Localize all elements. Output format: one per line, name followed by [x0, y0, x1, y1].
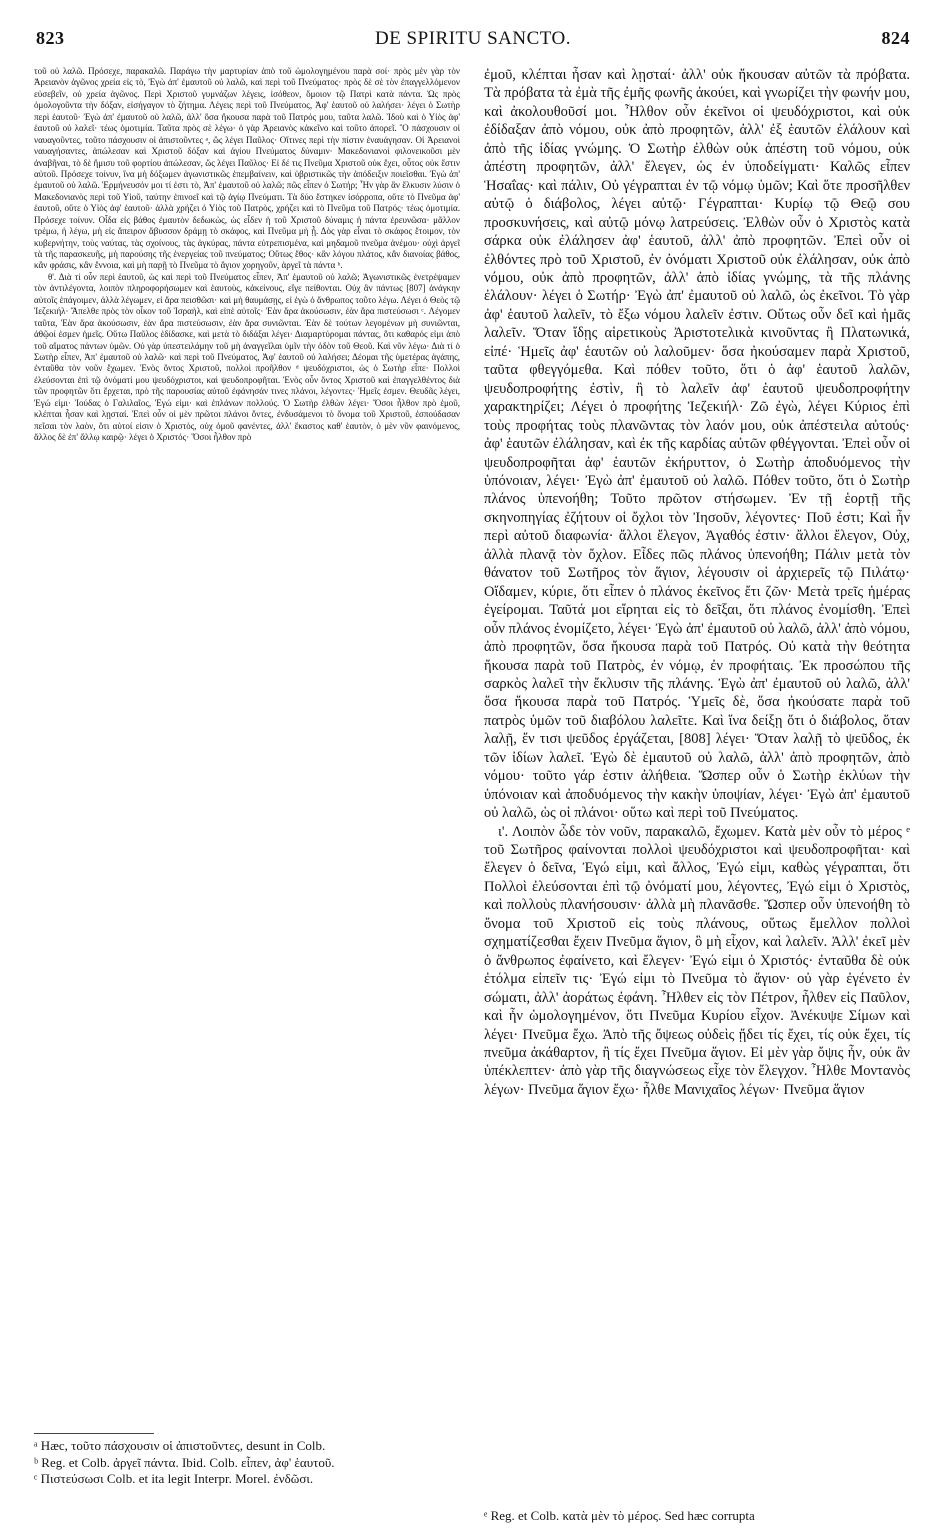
paragraph: ἐμοῦ, κλέπται ἦσαν καὶ λῃσταί· ἀλλ' οὐκ ἤκουσαν αὐτῶν τὰ πρόβατα. Τὰ πρόβατα τὰ ἐμὰ τῆς ἐμῆς φωνῆς ἀκούει, καὶ γνωρίζει τὴν φωνήν μου, καὶ ἀκολουθοῦσί μοι. Ἦλθον οὖν ἐκεῖνοι οἱ ψευδόχριστοι, καὶ οὐκ ἐδίδαξαν ἀπὸ νόμου, οὐκ ἀπὸ προφητῶν, ἀλλ' ἐξ ἑαυτῶν ἐλάλουν καὶ ἀπὸ τῆς ἰδίας γνώμης. Ὁ Σωτὴρ ἐλθὼν οὐκ ἀπέστη τοῦ νόμου, οὐκ ἀπέστη προφητῶν, ἀλλ' ἔλεγεν, ὡς ἐν ὑποδείγματι· Καλῶς εἶπεν Ἡσαΐας· καὶ πάλιν, Οὐ γέγραπται ἐν τῷ νόμῳ ὑμῶν; Καὶ ὅτε προσῆλθεν αὐτῷ ὁ διάβολος, λέγει αὐτῷ· Γέγραπται· Κυρίῳ τῷ Θεῷ σου προσκυνήσεις, καὶ αὐτῷ μόνῳ λατρεύσεις. Ἐλθὼν οὖν ὁ Χριστὸς κατὰ σάρκα οὐκ ἐλάλησεν ἀφ' ἑαυτοῦ, ἀλλ' ἀπὸ προφητῶν. Ἐπεὶ οὖν οἱ ἐλθόντες πρὸ τοῦ Χριστοῦ, ἐν ὀνόματι Χριστοῦ οὐκ ἐλάλησαν, οὐκ ἀπὸ νόμου, οὐκ ἀπὸ προφητῶν, ἀλλ' ἀπὸ ἰδίας γνώμης, τὰ τῆς πλάνης ἐλάλουν· λέγει ὁ Σωτήρ· Ἐγὼ ἀπ' ἐμαυτοῦ οὐ λαλῶ, ὡς ἐκεῖνοι. Τὸ γὰρ ἀφ' ἑαυτοῦ λαλεῖν, τὸ ἔξω νόμου λαλεῖν ἐστιν. Οὕτως οὖν δεῖ καὶ ἡμᾶς λαλεῖν. Ὅταν ἴδῃς αἱρετικοὺς Ἀριστοτελικὰ κινοῦντας ἢ Πλατωνικά, εἰπέ· Ἡμεῖς ἀφ' ἑαυτῶν οὐ λαλοῦμεν· ὅσα ἠκούσαμεν παρὰ Χριστοῦ, ταῦτα φθεγγόμεθα. Καὶ πόθεν τοῦτο, ὅτι ὁ ἀφ' ἑαυτοῦ λαλῶν, ψευδοπροφήτης ἐστὶν, ἢ τὸ λαλεῖν ἀφ' ἑαυτοῦ ψευδοπροφήτην χαρακτηρίζει; Λέγει ὁ προφήτης Ἰεζεκιήλ· Ζῶ ἐγὼ, λέγει Κύριος ἐπὶ τοὺς προφήτας τοὺς πλανῶντας τὸν λαόν μου, οὐκ ἀπέστειλα αὐτούς· ἀφ' ἑαυτῶν ἐλάλησαν, καὶ ἐκ τῆς καρδίας αὐτῶν φθέγγονται. Ἐπεὶ οὖν οἱ ψευδοπροφῆται ἀφ' ἑαυτῶν ἐκήρυττον, ὁ Σωτὴρ ἀποδυόμενος τὴν ὑπόνοιαν, λέγει· Ἐγὼ ἀπ' ἐμαυτοῦ οὐ λαλῶ. Πόθεν τοῦτο, ὅτι ὁ Σωτὴρ πλάνος ὑπενοήθη; Τοῦτο πρῶτον στήσωμεν. Ἐν τῇ ἑορτῇ τῆς σκηνοπηγίας ἐζήτουν οἱ ὄχλοι τὸν Ἰησοῦν, λέγοντες· Ποῦ ἐστι; Καὶ ἦν περὶ αὐτοῦ διαφωνία· ἄλλοι ἔλεγον, Ἀγαθός ἐστιν· ἄλλοι ἔλεγον, Οὐχ, ἀλλὰ πλανᾷ τὸν ὄχλον. Εἶδες πῶς πλάνος ὑπενοήθη; Πάλιν μετὰ τὸν θάνατον τοῦ Σωτῆρος τὸν ἅγιον, λέγουσιν οἱ ἀρχιερεῖς τῷ Πιλάτῳ· Οἴδαμεν, κύριε, ὅτι εἶπεν ὁ πλάνος ἐκεῖνος ἔτι ζῶν· Μετὰ τρεῖς ἡμέρας ἐγείρομαι. Ταῦτά μοι εἴρηται εἰς τὸ δεῖξαι, ὅτι πλάνος ἐνομίσθη. Ἐπεὶ οὖν πλάνος ἐνομίζετο, λέγει· Ἐγὼ ἀπ' ἐμαυτοῦ οὐ λαλῶ, ἀλλ' ἀπὸ νόμου, ἀπὸ προφητῶν, ὅσα ἤκουσα παρὰ τοῦ Πατρός. Οὐ κατὰ τὴν θεότητα ἤκουσα παρὰ τοῦ Πατρὸς, ἐν νόμῳ, ἐν προφήταις. Ἐκ προσώπου τῆς σαρκὸς λαλεῖ τὴν ἔκλυσιν τῆς πλάνης. Ἐγὼ ἀπ' ἐμαυτοῦ οὐ λαλῶ, ἀλλ' ὅσα ἤκουσα παρὰ τοῦ Πατρός. Ὑμεῖς δὲ, ὅσα ἠκούσατε παρὰ τοῦ πατρὸς ὑμῶν τοῦ διαβόλου λαλεῖτε. Καὶ ἵνα δείξῃ ὅτι ὁ διάβολος, ὅταν λαλῇ, ἔν τισι ψεῦδος ἐργάζεται, [808] λέγει· Ὅταν λαλῇ τὸ ψεῦδος, ἐκ τῶν ἰδίων λαλεῖ. Ἐγὼ δὲ ἐμαυτοῦ οὐ λαλῶ, ἀλλ' ἀπὸ προφητῶν, ἀπὸ νόμου· τοῦτο γάρ ἐστιν ἀλήθεια. Ὥσπερ οὖν ὁ Σωτὴρ ἐκλύων τὴν ὑπόνοιαν καὶ ἀποδυόμενος τὴν κακὴν ὑποψίαν, λέγει· Ἐγὼ ἀπ' ἐμαυτοῦ οὐ λαλῶ, ὡς οἱ πλάνοι· οὕτω καὶ περὶ τοῦ Πνεύματος.: [484, 67, 910, 822]
footnotes-right: [484, 1508, 910, 1525]
paragraph: τοῦ οὐ λαλῶ. Πρόσεχε, παρακαλῶ. Παράγω τὴν μαρτυρίαν ἀπὸ τοῦ ὡμολογημένου παρὰ σοί· πρὸς μὲν γὰρ τὸν Ἀρειανὸν ἀγῶνος χρεία εἰς τὸ, Ἐγὼ ἀπ' ἐμαυτοῦ οὐ λαλῶ, καὶ περὶ τοῦ Πνεύματος· πρὸς δὲ σὲ τὸν ἐπαγγελλόμενον εὐσεβεῖν, οὐ χρεία ἀγῶνος. Περὶ Χριστοῦ γυμνάζων λέγεις, ἰσόθεον, ὅμοιον τῷ Πατρὶ κατὰ πάντα. Ὡς πρὸς ὁμολογοῦντα τὴν δόξαν, εἰσήγαγον τὸ ζήτημα. Λέγεις περὶ τοῦ Πνεύματος, Ἀφ' ἑαυτοῦ οὐ λαλήσει· λέγει ὁ Σωτὴρ περὶ ἑαυτοῦ· Ἐγὼ ἀπ' ἐμαυτοῦ οὐ λαλῶ, ἀλλ' ὅσα ἤκουσα παρὰ τοῦ Πατρός μου, ταῦτα λαλῶ. Ἰδοὺ καὶ ὁ Υἱὸς ἀφ' ἑαυτοῦ οὐ λαλεῖ· τέως ὁμοτιμία. Ταῦτα πρὸς σὲ λέγω· ὁ γὰρ Ἀρειανὸς κἀκεῖνο καὶ τοῦτο ἀπορεῖ. Ὃ πάσχουσιν οἱ ναυαγοῦντες, τοῦτο πάσχουσιν οἱ ἀπιστοῦντες ᵃ, ὥς λέγει Παῦλος· Οἵτινες περὶ τὴν πίστιν ἐναυάγησαν. Οἱ Ἀρειανοὶ ναυαγήσαντες, ἀπώλεσαν καὶ Χριστοῦ δόξαν καὶ ἁγίου Πνεύματος δύναμιν· Μακεδονιανοὶ φιλονεικοῦσι μὲν ἀναβῆναι, τὸ δὲ ἥμισυ τοῦ φορτίου ἀπώλεσαν, ὥς λέγει Παῦλος· Εἰ δέ τις Πνεῦμα Χριστοῦ οὐκ ἔχει, οὗτος οὐκ ἔστιν αὐτοῦ. Πρόσεχε τοίνυν, ἵνα μὴ δόξωμεν ἀγωνιστικῶς ἐπεμβαίνειν, καὶ ὑβριστικῶς τὴν ἀπόδειξιν ποιεῖσθαι. Ἐγὼ ἀπ' ἐμαυτοῦ οὐ λαλῶ. Ἑρμήνευσόν μοι τί ἐστι τὸ, Ἀπ' ἐμαυτοῦ οὐ λαλῶ; πῶς εἶπεν ὁ Σωτήρ; Ἦν γὰρ ἂν ἔλκυσιν λύσιν ὁ Μακεδονιανὸς περὶ τοῦ Υἱοῦ, ταύτην ἐπινοεῖ καὶ τῷ ἁγίῳ Πνεύματι. Τὰ δύο ἕστηκεν ἰσόρροπα, οὔτε τὸ Πνεῦμα ἀφ' ἑαυτοῦ, οὔτε ὁ Υἱὸς ἀφ' ἑαυτοῦ· ἀλλὰ χρήζει ὁ Υἱὸς τοῦ Πατρὸς, χρήζει καὶ τὸ Πνεῦμα τοῦ Πατρός· τέως ὁμοτιμία. Πρόσεχε τοίνυν. Οἶδα εἰς βάθος ἐμαυτὸν δεδωκὼς, ὡς εἶδεν ἡ τοῦ Χριστοῦ δύναμις ἡ πάντα ἐρευνῶσα· μᾶλλον τρέμω, ἡ λέγω, μὴ εἰς ἄπειρον ἄβυσσον δράμῃ τὸ σκάφος, καὶ Πνεῦμα μὴ ᾖ. Δὸς γὰρ εἶναι τὸ σκάφος ἕτοιμον, τὸν κυβερνήτην, τοὺς ναύτας, τὰς σχοίνους, τὰς ἀγκύρας, πάντα εὐτρεπισμένα, καὶ μηδαμοῦ πνεῦμα ἀνέμου· οὐχὶ ἀργεῖ τὰ τῆς παρασκευῆς, μὴ παρούσης τῆς ἐνεργείας τοῦ πνεύματος; Οὕτως ἔθος· κἂν λόγου πλάτος, κἂν διανοίας βάθος, κἂν φράσις, κἂν ἔννοια, καὶ μὴ παρῇ τὸ Πνεῦμα τὸ ἅγιον χορηγοῦν, ἀργεῖ τὰ πάντα ᵇ.: [34, 66, 460, 271]
footnote: ᵇ Reg. et Colb. ἀργεῖ πάντα. Ibid. Colb. εἶπεν, ἀφ' ἑαυτοῦ.: [34, 1454, 335, 1470]
running-title: DE SPIRITU SANCTO.: [374, 28, 572, 49]
footnote: ᶜ Πιστεύσωσι Colb. et ita legit Interpr. Morel. ἐνδῶσι.: [34, 1471, 314, 1486]
footnote-rule: [34, 1433, 154, 1434]
right-column: [484, 66, 910, 1466]
paragraph: θ'. Διὰ τί οὖν περὶ ἑαυτοῦ, ὡς καὶ περὶ τοῦ Πνεύματος εἶπεν, Ἀπ' ἐμαυτοῦ οὐ λαλῶ; Ἀγωνιστικῶς ἐνετρέψαμεν τὸν ἀντιλέγοντα, λοιπὸν πληροφορήσωμεν καὶ ἑαυτοὺς, κἀκείνους, εἴγε πείθονται. Οὐχ ἂν πάντως [807] ἀνάγκην αὐτοῖς ἐπάγοιμεν, ἀλλὰ λέγωμεν, εἰ ἄρα πεισθῶσι· καὶ μὴ θαυμάσῃς, εἰ ἐγὼ ὁ ἄνθρωπος τοῦτο λέγω. Λέγει ὁ Θεὸς τῷ Ἰεζεκιήλ· Ἄπελθε πρὸς τὸν οἶκον τοῦ Ἰσραὴλ, καὶ εἰπὲ αὐτοῖς· Ἐὰν ἄρα ἀκούσωσιν, ἐὰν ἄρα πιστεύσωσι ᶜ. Λέγομεν ταῦτα, Ἐὰν ἄρα ἀκούσωσιν, ἐὰν ἄρα πιστεύσωσιν, ἐὰν ἄρα συνιῶνται. Ἐὰν δὲ τούτων λεγομένων μὴ συνιῶνται, ἀθῷοί ἐσμεν ἡμεῖς. Οὕτω Παῦλος ἐδίδασκε, καὶ μετὰ τὸ διδάξαι λέγει· Διαμαρτύρομαι πάντας, ὅτι καθαρός εἰμι ἀπὸ τοῦ αἵματος πάντων ὑμῶν. Οὐ γὰρ ὑπεστειλάμην τοῦ μὴ ἀναγγεῖλαι ὑμῖν τὴν ὁδὸν τοῦ Θεοῦ. Καὶ νῦν λέγω· Διὰ τί ὁ Σωτὴρ εἶπεν, Ἀπ' ἐμαυτοῦ οὐ λαλῶ· καὶ περὶ τοῦ Πνεύματος, Ἀφ' ἑαυτοῦ οὐ λαλήσει; Δέομαι τῆς ὑμετέρας ἀγάπης, ἐνταῦθα τὸν νοῦν ἔχωμεν. Ἑνὸς ὄντος Χριστοῦ, πολλοὶ προῆλθον ᵈ ψευδόχριστοι, ὡς ὁ Σωτὴρ εἶπε· Πολλοὶ ἐλεύσονται ἐπὶ τῷ ὀνόματί μου ψευδόχριστοι, καὶ ψευδοπροφῆται. Ἑνὸς οὖν ὄντος Χριστοῦ καὶ ἐπαγγελθέντος διὰ τῶν προφητῶν ὅτι ἔρχεται, πρὸ τῆς παρουσίας αὐτοῦ ἐφάνησάν τινες πλάνοι, λέγοντες· Ἡμεῖς ἐσμεν. Θευδᾶς λέγει, Ἐγώ εἰμι· Ἰούδας ὁ Γαλιλαῖος, Ἐγώ εἰμι· καὶ ἐπλάνων πολλούς. Ὁ Σωτὴρ ἐλθὼν λέγει· Ὅσοι ἦλθον πρὸ ἐμοῦ, κλέπται ἦσαν καὶ λῃσταί. Ἐπεὶ οὖν οἱ μὲν πρῶτοι πλάνοι ὄντες, ἐνδυσάμενοι τὸ ὄνομα τοῦ Χριστοῦ, ἐσπούδασαν πεῖσαι τὸν λαὸν, ὅτι αὐτοί εἰσιν ὁ Χριστὸς, οὐχ ὁμοῦ φανέντες, ἀλλ' ἕκαστος καθ' ἑαυτὸν, ὁ μὲν νῦν φαινόμενος, ἄλλος δὲ ἐπ' ἄλλῳ καιρῷ· λέγει ὁ Χριστός· Ὅσοι ἦλθον πρὸ: [34, 271, 460, 442]
footnotes-left: [34, 1438, 460, 1488]
footnote: ᵃ Hæc, τοῦτο πάσχουσιν οἱ ἀπιστοῦντες, desunt in Colb.: [34, 1438, 326, 1453]
page-number-left: 823: [36, 28, 65, 48]
running-header: [36, 28, 910, 56]
paragraph: ι'. Λοιπὸν ὧδε τὸν νοῦν, παρακαλῶ, ἔχωμεν. Κατὰ μὲν οὖν τὸ μέρος ᵉ τοῦ Σωτῆρος φαίνονται πολλοὶ ψευδόχριστοι καὶ ψευδοπροφῆται· καὶ ἔλεγεν ὁ δεῖνα, Ἐγώ εἰμι, καὶ ἄλλος, Ἐγώ εἰμι, καθὼς γέγραπται, ὅτι Πολλοὶ ἐλεύσονται ἐπὶ τῷ ὀνόματί μου, λέγοντες, Ἐγώ εἰμι ὁ Χριστὸς, καὶ πολλοὺς πλανήσουσιν· ἀλλὰ μὴ πλανᾶσθε. Ὥσπερ οὖν ὑπενοήθη τὸ ὄνομα τοῦ Χριστοῦ εἰς τοὺς πλάνους, οὕτως ἔμελλον πολλοὶ σχηματίζεσθαι ἔχειν Πνεῦμα ἅγιον, ὃ μὴ εἶχον, καὶ λαλεῖν. Ἀλλ' ἐκεῖ μὲν ὁ ἄνθρωπος ἐφαίνετο, καὶ ἔλεγεν· Ἐγώ εἰμι ὁ Χριστός· ἐνταῦθα δὲ οὐκ ἐτόλμα εἰπεῖν τις· Ἐγώ εἰμι τὸ Πνεῦμα τὸ ἅγιον· οὐ γὰρ ἐγένετο ἐν σώματι, ἀλλ' ἀοράτως ἐφάνη. Ἦλθεν εἰς τὸν Πέτρον, ἦλθεν εἰς Παῦλον, καὶ ἦν ὡμολογημένον, ὅτι Πνεῦμα Κυρίου εἶχον. Ἀνέκυψε Σίμων καὶ λέγει· Πνεῦμα ἔχω. Ἀπὸ τῆς ὄψεως οὐδεὶς ᾔδει τίς ἔχει, τίς οὐκ ἔχει, τίς πνεῦμα ἀκάθαρτον, ἢ τίς ἔχει Πνεῦμα ἅγιον. Εἰ μὲν γὰρ ὄψις ἦν, οὐκ ἂν ὑπέκλεπτεν· ἀπὸ γὰρ τῆς διαγνώσεως εἶχε τὸν ἔλεγχον. Ἦλθε Μοντανὸς λέγων· Πνεῦμα ἅγιον ἔχω· ἦλθε Μανιχαῖος λέγων· Πνεῦμα ἅγιον: [484, 823, 910, 1098]
footnote: ᵉ Reg. et Colb. κατὰ μὲν τὸ μέρος. Sed hæc corrupta: [484, 1508, 755, 1523]
page-number-right: 824: [881, 28, 910, 48]
left-column: [34, 66, 460, 1434]
